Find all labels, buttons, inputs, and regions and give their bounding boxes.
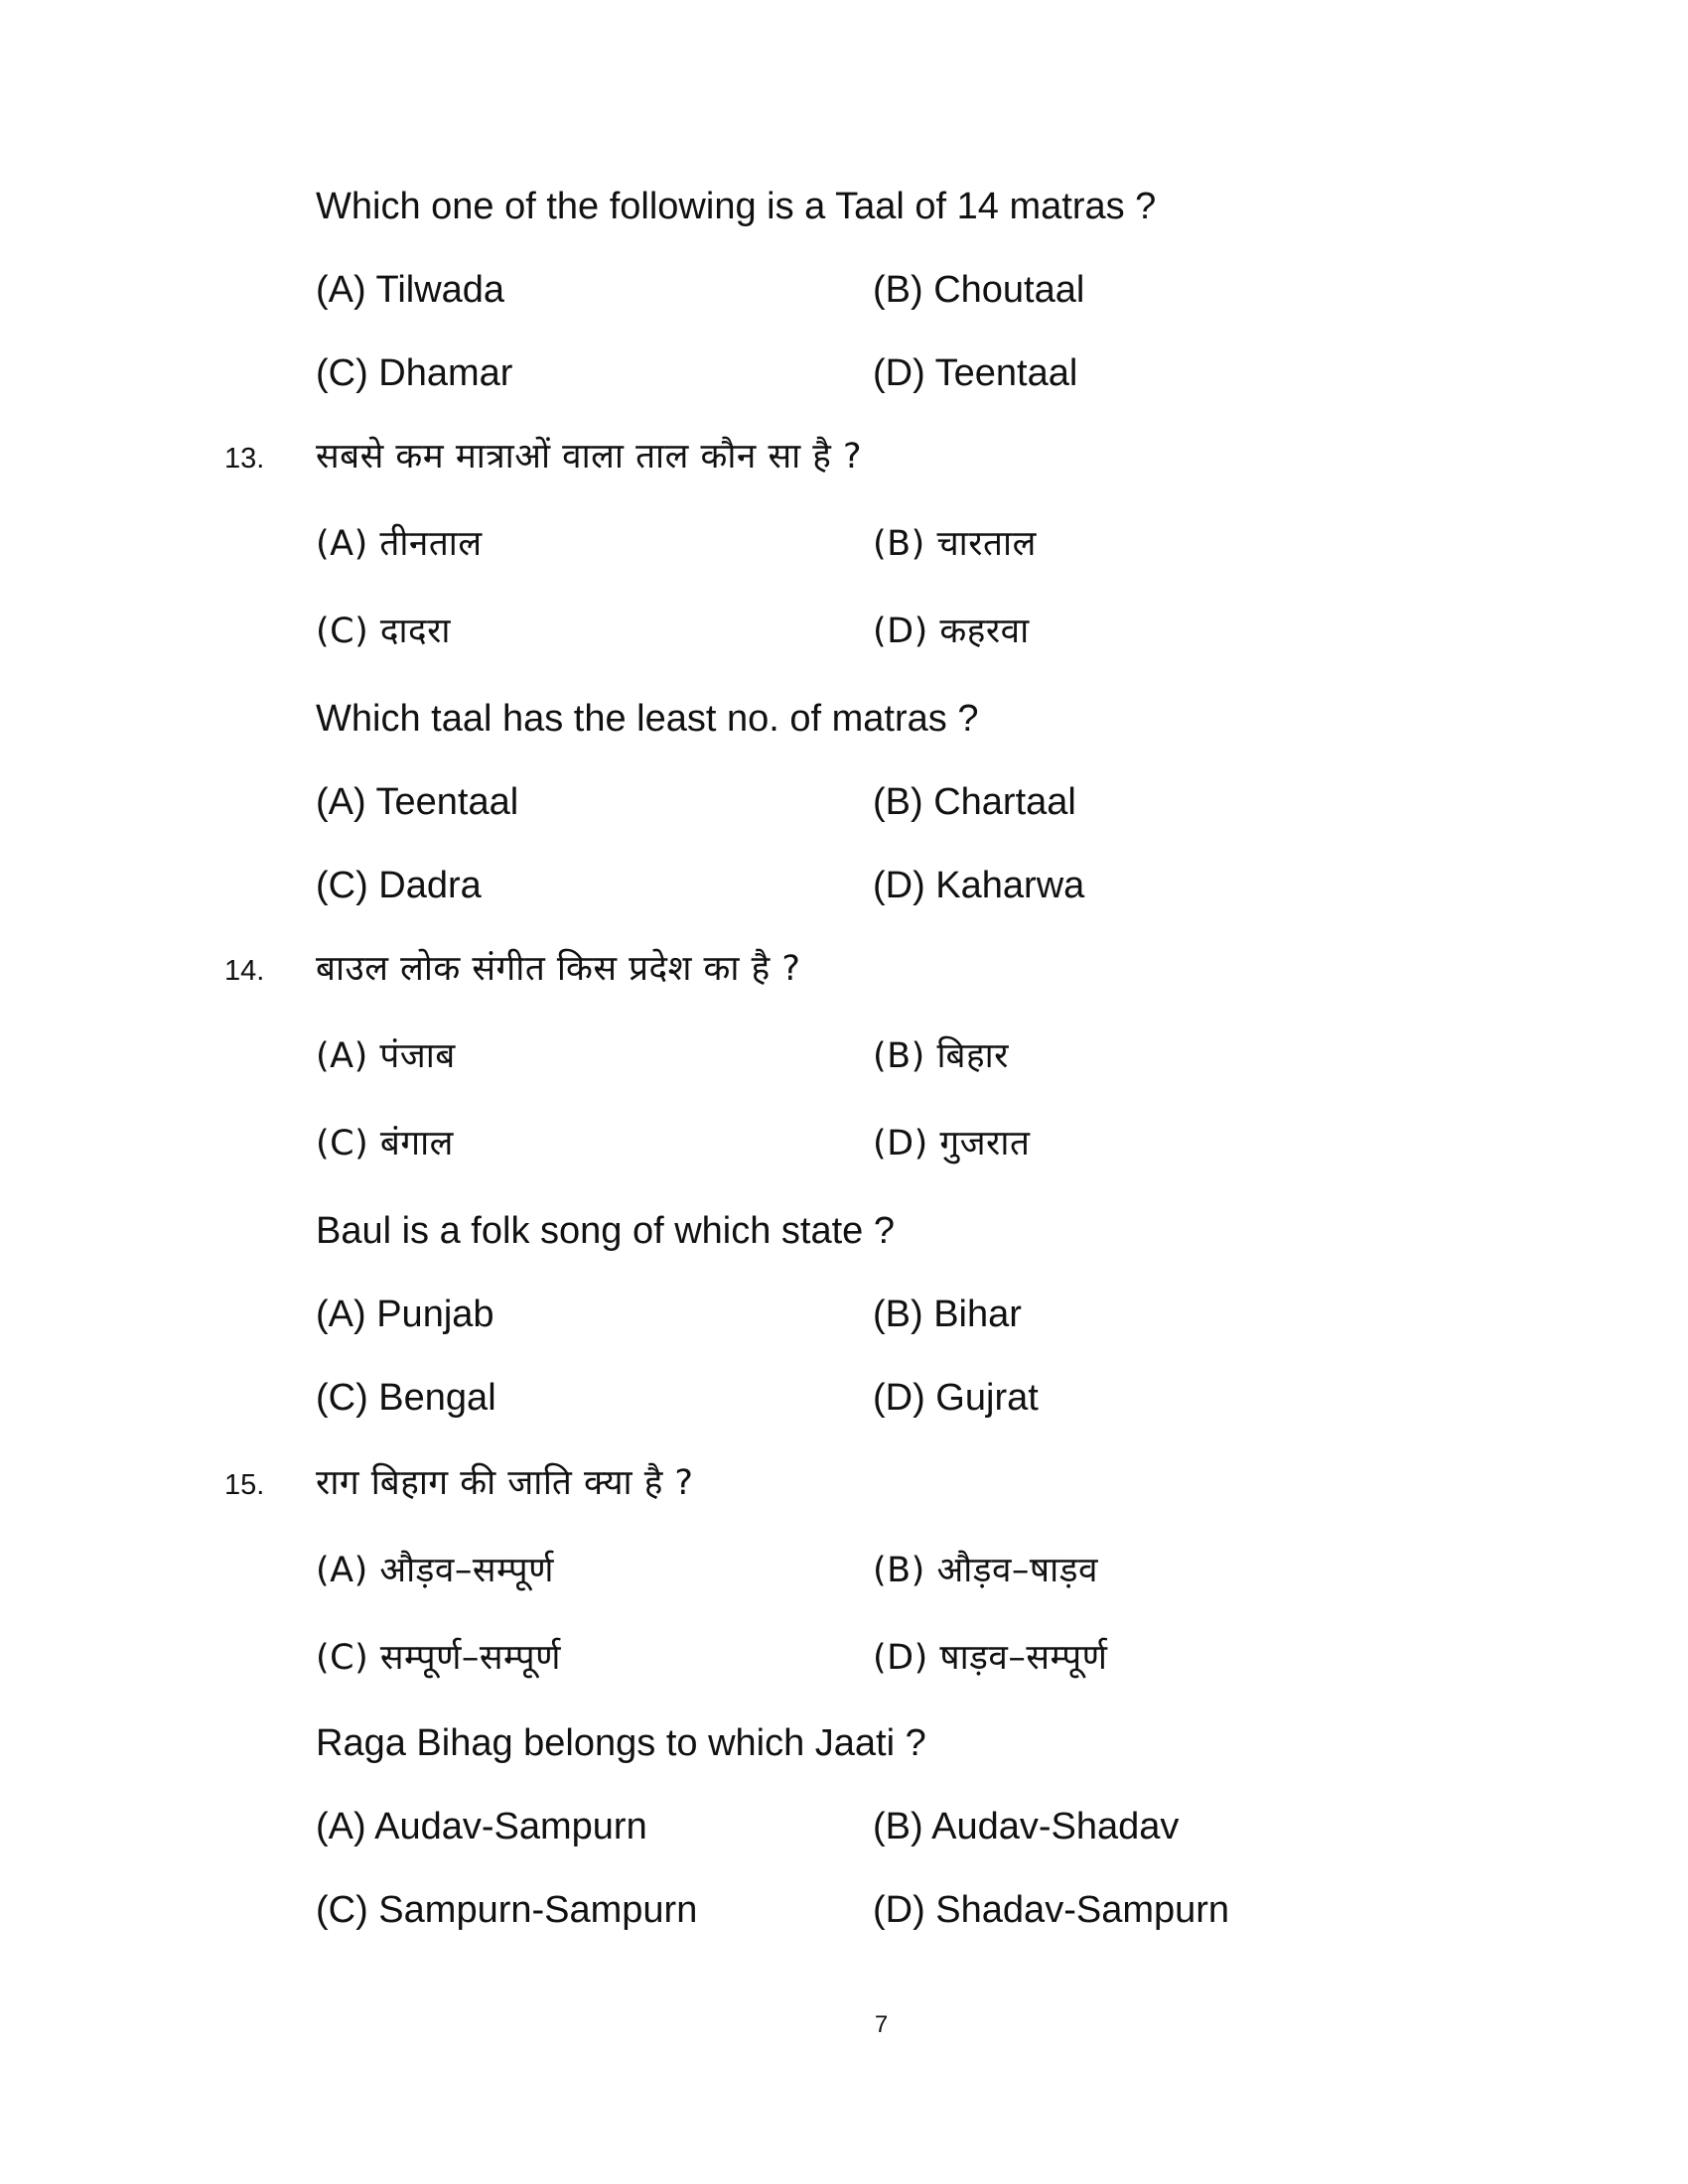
page-number: 7 <box>874 2011 889 2038</box>
question-13-hindi-text: सबसे कम मात्राओं वाला ताल कौन सा है ? <box>316 437 863 477</box>
question-14-hindi-option-b: (B) बिहार <box>873 1036 1009 1076</box>
question-13-hindi-option-a: (A) तीनताल <box>316 524 483 564</box>
question-15-hindi-option-c: (C) सम्पूर्ण–सम्पूर्ण <box>316 1638 561 1678</box>
question-13-hindi-option-b: (B) चारताल <box>873 524 1037 564</box>
question-13-english-text: Which taal has the least no. of matras ? <box>316 698 979 740</box>
question-13-number: 13. <box>224 443 265 475</box>
question-15-english-option-c: (C) Sampurn-Sampurn <box>316 1889 698 1931</box>
question-13-english-option-c: (C) Dadra <box>316 865 482 906</box>
question-15-english-option-b: (B) Audav-Shadav <box>873 1806 1180 1847</box>
question-14-hindi-option-a: (A) पंजाब <box>316 1036 456 1076</box>
question-15-hindi-option-d: (D) षाड़व–सम्पूर्ण <box>873 1638 1108 1678</box>
question-15-number: 15. <box>224 1469 265 1501</box>
question-13-english-option-a: (A) Teentaal <box>316 781 519 823</box>
question-14-english-option-d: (D) Gujrat <box>873 1377 1039 1419</box>
question-15-hindi-option-b: (B) औड़व–षाड़व <box>873 1551 1098 1590</box>
question-13-hindi-option-d: (D) कहरवा <box>873 612 1030 651</box>
question-15-english-text: Raga Bihag belongs to which Jaati ? <box>316 1722 926 1764</box>
question-14-english-option-b: (B) Bihar <box>873 1294 1022 1335</box>
question-13-hindi-option-c: (C) दादरा <box>316 612 451 651</box>
question-14-english-option-c: (C) Bengal <box>316 1377 496 1419</box>
question-15-hindi-text: राग बिहाग की जाति क्या है ? <box>316 1463 694 1503</box>
question-12-english-option-d: (D) Teentaal <box>873 352 1078 394</box>
question-14-hindi-text: बाउल लोक संगीत किस प्रदेश का है ? <box>316 949 801 989</box>
question-15-english-option-a: (A) Audav-Sampurn <box>316 1806 647 1847</box>
question-12-english-text: Which one of the following is a Taal of 14 matras ? <box>316 186 1157 227</box>
question-12-english-option-a: (A) Tilwada <box>316 269 505 311</box>
question-14-hindi-option-d: (D) गुजरात <box>873 1124 1031 1163</box>
question-14-english-option-a: (A) Punjab <box>316 1294 494 1335</box>
question-14-hindi-option-c: (C) बंगाल <box>316 1124 454 1163</box>
question-13-english-option-b: (B) Chartaal <box>873 781 1076 823</box>
question-13-english-option-d: (D) Kaharwa <box>873 865 1085 906</box>
question-15-english-option-d: (D) Shadav-Sampurn <box>873 1889 1230 1931</box>
question-14-english-text: Baul is a folk song of which state ? <box>316 1210 895 1252</box>
question-12-english-option-c: (C) Dhamar <box>316 352 513 394</box>
question-12-english-option-b: (B) Choutaal <box>873 269 1085 311</box>
question-14-number: 14. <box>224 955 265 987</box>
question-15-hindi-option-a: (A) औड़व–सम्पूर्ण <box>316 1551 554 1590</box>
